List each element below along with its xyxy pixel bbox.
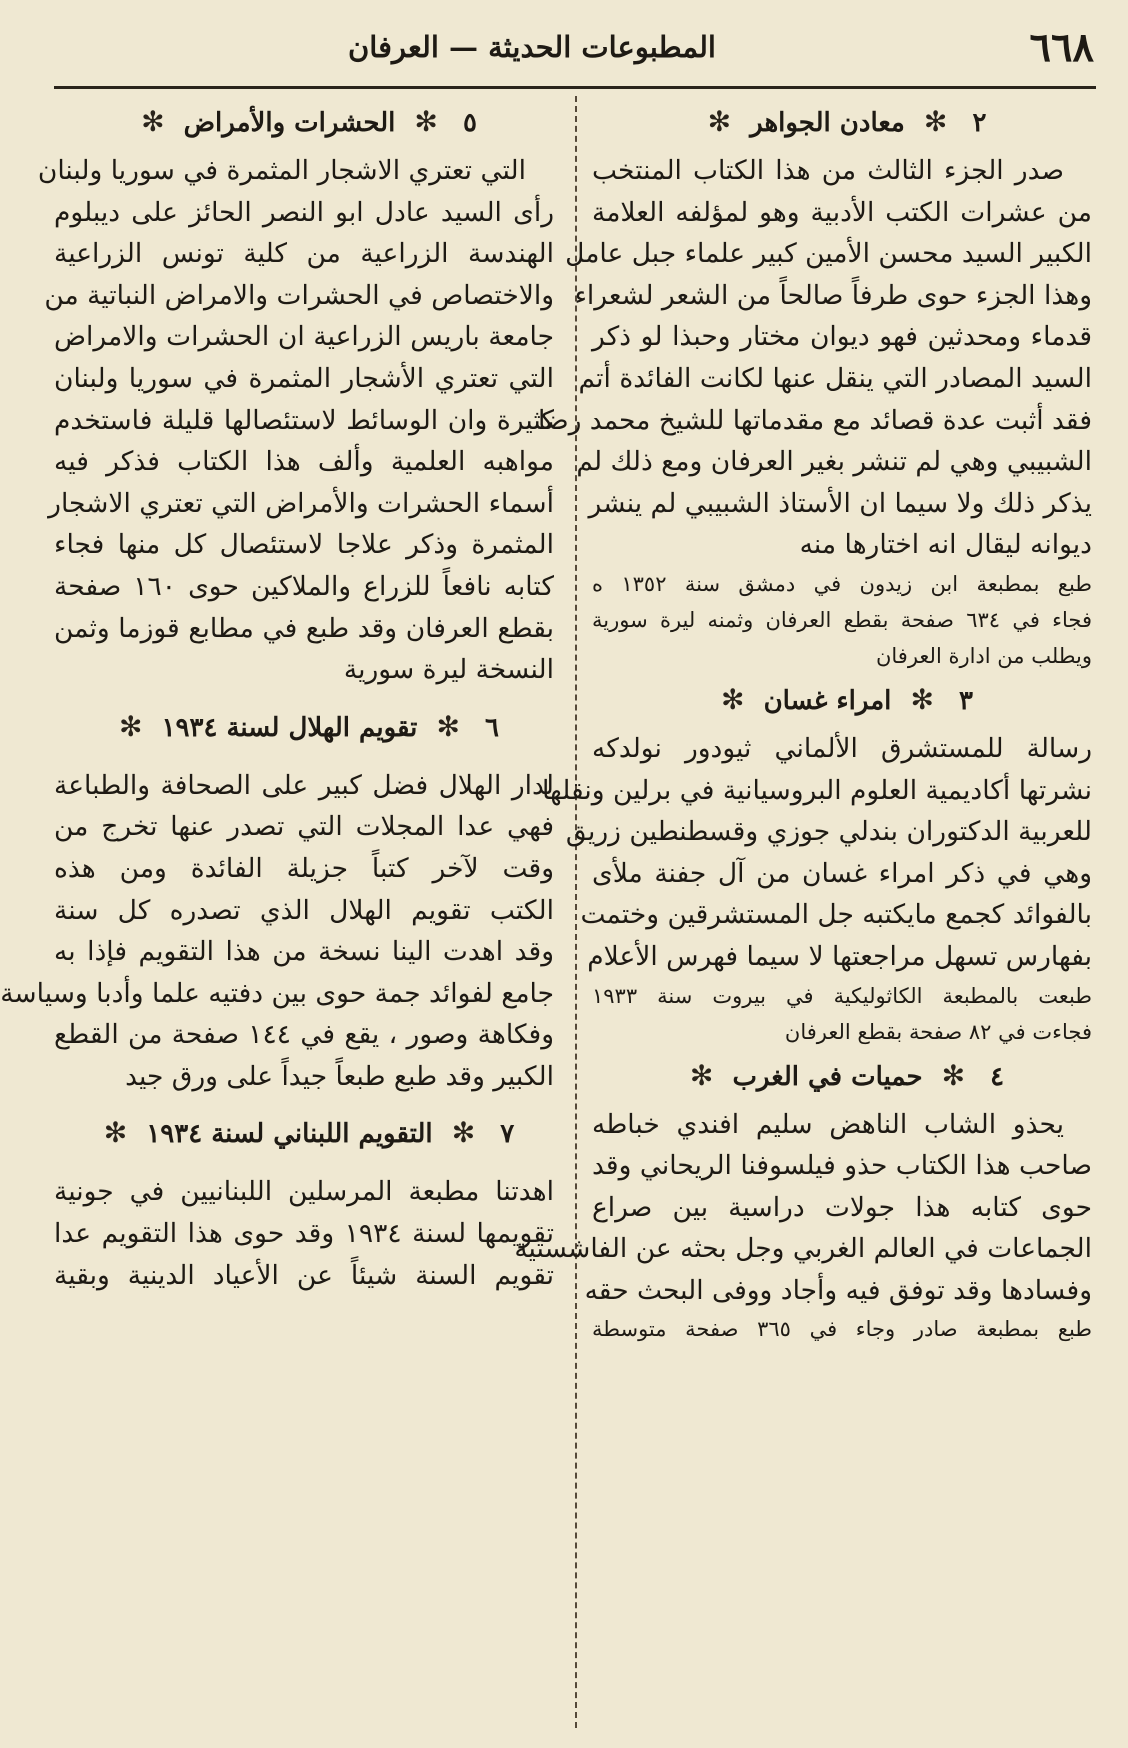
text-line: السيد المصادر التي ينقل عنها لكانت الفائدة أتم	[578, 362, 1092, 394]
text-line: يذكر ذلك ولا سيما ان الأستاذ الشبيبي لم ينشر	[588, 487, 1092, 519]
section-number: ٢	[972, 108, 987, 138]
section-body-5	[37, 150, 554, 691]
ornament-icon: ✻	[923, 105, 948, 138]
section-number: ٦	[484, 712, 499, 743]
section-body-6	[0, 765, 554, 1098]
text-line: جامعة باريس الزراعية ان الحشرات والامراض	[54, 321, 554, 353]
section-heading-5	[54, 98, 554, 146]
publication-note-2	[592, 566, 1092, 674]
text-line: وفسادها وقد توفق فيه وأجاد ووفى البحث حقه	[584, 1274, 1092, 1306]
ornament-icon: ✻	[910, 682, 934, 716]
section-title: حميات في الغرب	[732, 1061, 923, 1092]
ornament-icon: ✻	[436, 709, 460, 743]
text-line: فهي عدا المجلات التي تصدر عنها تخرج من	[54, 811, 554, 843]
note-line: طبع بمطبعة ابن زيدون في دمشق سنة ١٣٥٢ ه	[592, 571, 1092, 596]
section-title: تقويم الهلال لسنة ١٩٣٤	[161, 712, 418, 743]
text-line: وفكاهة وصور ، يقع في ١٤٤ صفحة من القطع	[54, 1019, 554, 1051]
publication-note-3	[592, 978, 1092, 1050]
text-line: رأى السيد عادل ابو النصر الحائز على ديبلوم	[54, 196, 554, 228]
section-heading-4	[592, 1052, 1092, 1100]
text-line: اهدتنا مطبعة المرسلين اللبنانيين في جونية	[54, 1176, 554, 1208]
note-line: ويطلب من ادارة العرفان	[875, 643, 1092, 668]
text-line: حوى كتابه هذا جولات دراسية بين صراع	[592, 1191, 1092, 1223]
note-line: طبعت بالمطبعة الكاثوليكية في بيروت سنة ١٩٣٣	[592, 983, 1092, 1008]
text-line: فقد أثبت عدة قصائد مع مقدماتها للشيخ محمد رضا	[538, 404, 1092, 436]
ornament-icon: ✻	[141, 105, 165, 138]
text-line: صاحب هذا الكتاب حذو فيلسوفنا الريحاني وقد	[592, 1150, 1092, 1182]
section-title: الحشرات والأمراض	[183, 108, 396, 138]
section-number: ٧	[500, 1119, 515, 1150]
text-line: الهندسة الزراعية من كلية تونس الزراعية	[54, 238, 554, 270]
note-line: فجاء في ٦٣٤ صفحة بقطع العرفان وثمنه ليرة سورية	[592, 607, 1092, 632]
page-number: ٦٦٨	[1029, 23, 1094, 71]
section-number: ٥	[462, 108, 477, 138]
publication-note-4	[592, 1311, 1092, 1347]
text-line: ديوانه ليقال انه اختارها منه	[799, 529, 1092, 561]
text-line: للعربية الدكتوران بندلي جوزي وقسطنطين زريق	[565, 816, 1092, 848]
ornament-icon: ✻	[119, 709, 143, 743]
text-line: نشرتها أكاديمية العلوم البروسيانية في برلين ونقلها	[541, 774, 1092, 806]
ornament-icon: ✻	[689, 1058, 714, 1092]
text-line: أسماء الحشرات والأمراض التي تعتري الاشجار	[48, 487, 554, 519]
text-line: والاختصاص في الحشرات والامراض النباتية من	[44, 279, 554, 311]
running-title: المطبوعات الحديثة — العرفان	[348, 30, 716, 64]
ornament-icon: ✻	[721, 682, 745, 716]
text-line: التي تعتري الاشجار المثمرة في سوريا ولبنان	[37, 155, 526, 186]
note-line: طبع بمطبعة صادر وجاء في ٣٦٥ صفحة متوسطة	[592, 1317, 1093, 1342]
section-title: معادن الجواهر	[750, 108, 905, 138]
note-line: فجاءت في ٨٢ صفحة بقطع العرفان	[784, 1019, 1092, 1044]
section-heading-2	[592, 98, 1092, 146]
text-line: تقويمها لسنة ١٩٣٤ وقد حوى هذا التقويم عدا	[54, 1218, 554, 1250]
section-body-4	[514, 1104, 1092, 1312]
section-body-7	[54, 1171, 554, 1296]
ornament-icon: ✻	[707, 105, 732, 138]
text-line: الكبير السيد محسن الأمين كبير علماء جبل عامل	[565, 238, 1092, 270]
text-line: وقد اهدت الينا نسخة من هذا التقويم فإذا به	[54, 936, 554, 968]
text-line: وهذا الجزء حوى طرفاً صالحاً من الشعر لشعراء	[574, 279, 1092, 311]
text-line: قدماء ومحدثين فهو ديوان مختار وحبذا لو ذكر	[592, 321, 1092, 353]
text-line: وهي في ذكر امراء غسان من آل جفنة ملأى	[592, 857, 1092, 889]
ornament-icon: ✻	[414, 105, 438, 138]
section-heading-3	[592, 676, 1092, 724]
left-column	[0, 96, 554, 1728]
text-line: كثيرة وان الوسائط لاستئصالها قليلة فاستخدم	[54, 404, 554, 436]
section-title: التقويم اللبناني لسنة ١٩٣٤	[146, 1119, 433, 1150]
ornament-icon: ✻	[103, 1116, 128, 1150]
text-line: بقطع العرفان وقد طبع في مطابع قوزما وثمن	[54, 612, 554, 644]
text-line: بفهارس تسهل مراجعتها لا سيما فهرس الأعلام	[587, 940, 1092, 972]
section-body-3	[541, 728, 1092, 978]
header-rule	[54, 86, 1096, 89]
column-divider	[575, 96, 577, 1728]
text-line: رسالة للمستشرق الألماني ثيودور نولدكه	[592, 732, 1092, 764]
text-line: وقت لآخر كتباً جزيلة الفائدة ومن هذه	[54, 852, 554, 884]
text-line: صدر الجزء الثالث من هذا الكتاب المنتخب	[592, 155, 1064, 186]
section-heading-7	[54, 1109, 554, 1157]
section-title: امراء غسان	[763, 685, 892, 716]
ornament-icon: ✻	[941, 1058, 966, 1092]
text-line: بالفوائد كجمع مايكتبه جل المستشرقين وختمت	[580, 899, 1092, 931]
text-line: الشبيبي وهي لم تنشر بغير العرفان ومع ذلك لم	[576, 446, 1092, 478]
text-line: لدار الهلال فضل كبير على الصحافة والطباعة	[54, 769, 554, 801]
text-line: التي تعتري الأشجار المثمرة في سوريا ولبنان	[54, 362, 554, 394]
section-number: ٣	[958, 685, 973, 716]
text-line: الكبير وقد طبع طبعاً جيداً على ورق جيد	[125, 1060, 554, 1092]
text-line: الجماعات في العالم الغربي وجل بحثه عن الفاشستية	[514, 1233, 1092, 1265]
section-heading-6	[54, 703, 554, 751]
text-line: النسخة ليرة سورية	[343, 654, 554, 686]
text-line: تقويم السنة شيئاً عن الأعياد الدينية وبقية	[54, 1259, 554, 1291]
text-line: المثمرة وذكر علاجا لاستئصال كل منها فجاء	[54, 529, 554, 561]
section-number: ٤	[990, 1061, 1005, 1092]
text-line: جامع لفوائد جمة حوى بين دفتيه علما وأدبا وسياسة	[0, 977, 554, 1009]
page-header	[58, 22, 1094, 72]
text-line: من عشرات الكتب الأدبية وهو لمؤلفه العلامة	[592, 196, 1092, 228]
text-line: الكتب تقويم الهلال الذي تصدره كل سنة	[54, 894, 554, 926]
text-line: مواهبه العلمية وألف هذا الكتاب فذكر فيه	[54, 446, 554, 478]
text-line: كتابه نافعاً للزراع والملاكين حوى ١٦٠ صفحة	[54, 570, 554, 602]
text-line: يحذو الشاب الناهض سليم افندي خباطه	[592, 1108, 1064, 1140]
ornament-icon: ✻	[451, 1116, 476, 1150]
section-body-2	[538, 150, 1092, 566]
right-column	[514, 96, 1093, 1728]
